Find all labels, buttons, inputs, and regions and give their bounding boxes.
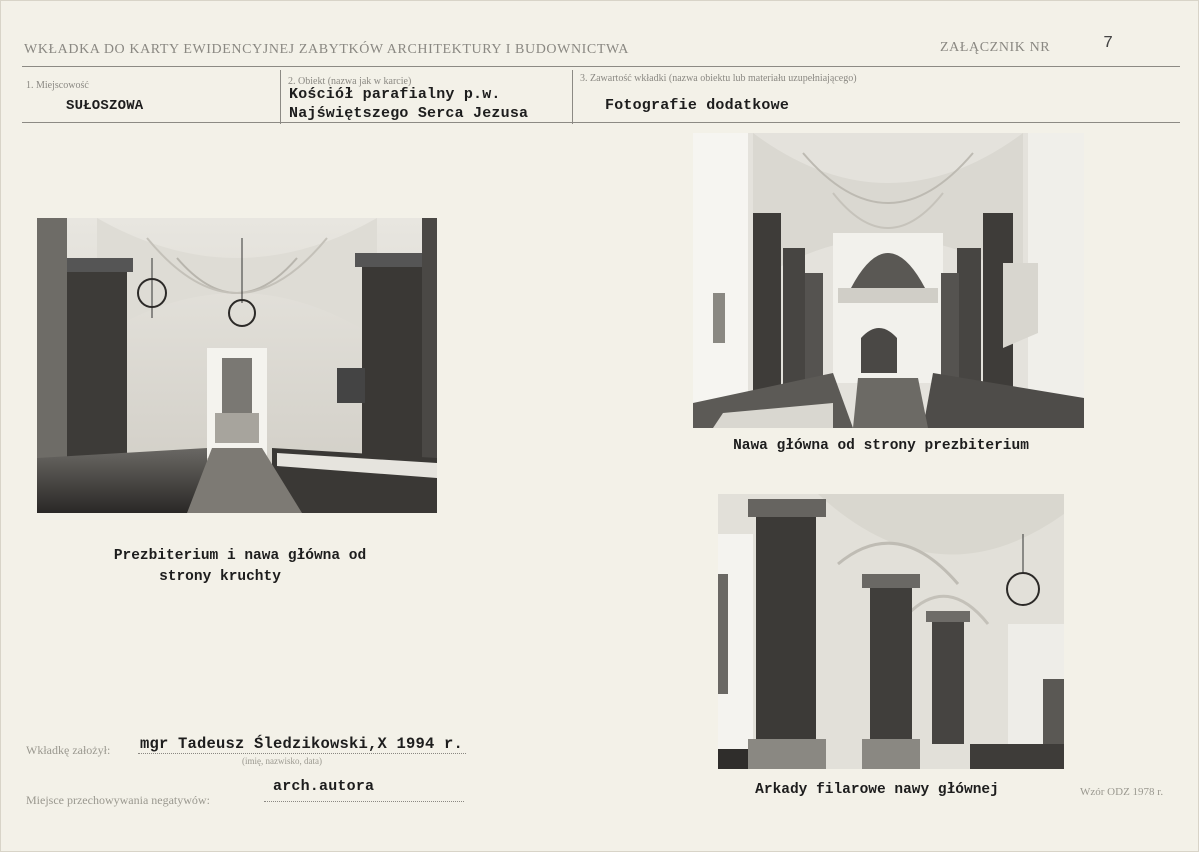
field-divider-1 [280, 70, 281, 124]
header-title: WKŁADKA DO KARTY EWIDENCYJNEJ ZABYTKÓW ARCHITEKTURY I BUDOWNICTWA [24, 42, 629, 57]
header-rule-bottom [22, 122, 1180, 123]
photo-presbytery-nave [37, 218, 437, 513]
photo-nave-from-presbytery [693, 133, 1084, 428]
object-value-line1: Kościół parafialny p.w. [289, 86, 501, 103]
photo-caption-3: Arkady filarowe nawy głównej [755, 782, 999, 798]
photo-caption-2: Nawa główna od strony prezbiterium [733, 438, 1029, 454]
founder-value: mgr Tadeusz Śledzikowski,X 1994 r. [140, 735, 464, 753]
annex-number: 7 [1103, 34, 1114, 53]
form-model-note: Wzór ODZ 1978 r. [1080, 786, 1164, 798]
negatives-label: Miejsce przechowywania negatywów: [26, 793, 210, 807]
header-rule-top [22, 66, 1180, 67]
content-value: Fotografie dodatkowe [605, 97, 790, 114]
photo-caption-1 [80, 546, 400, 588]
locality-value: SUŁOSZOWA [66, 98, 144, 114]
field-divider-2 [572, 70, 573, 124]
annex-label: ZAŁĄCZNIK NR [940, 40, 1051, 55]
locality-label: 1. Miejscowość [26, 80, 89, 91]
content-label: 3. Zawartość wkładki (nazwa obiektu lub materiału uzupełniającego) [580, 73, 857, 84]
photo-pillar-arcades [718, 494, 1064, 769]
founder-label: Wkładkę założył: [26, 743, 111, 757]
negatives-dotted-line [264, 801, 464, 802]
object-label: 2. Obiekt (nazwa jak w karcie) [288, 76, 412, 87]
negatives-value: arch.autora [273, 778, 375, 795]
object-value-line2: Najświętszego Serca Jezusa [289, 105, 529, 122]
founder-dotted-line [138, 753, 466, 754]
photo-caption-1-line2: strony kruchty [159, 569, 281, 585]
photo-caption-1-line1: Prezbiterium i nawa główna od [113, 548, 367, 564]
founder-hint: (imię, nazwisko, data) [242, 756, 322, 766]
